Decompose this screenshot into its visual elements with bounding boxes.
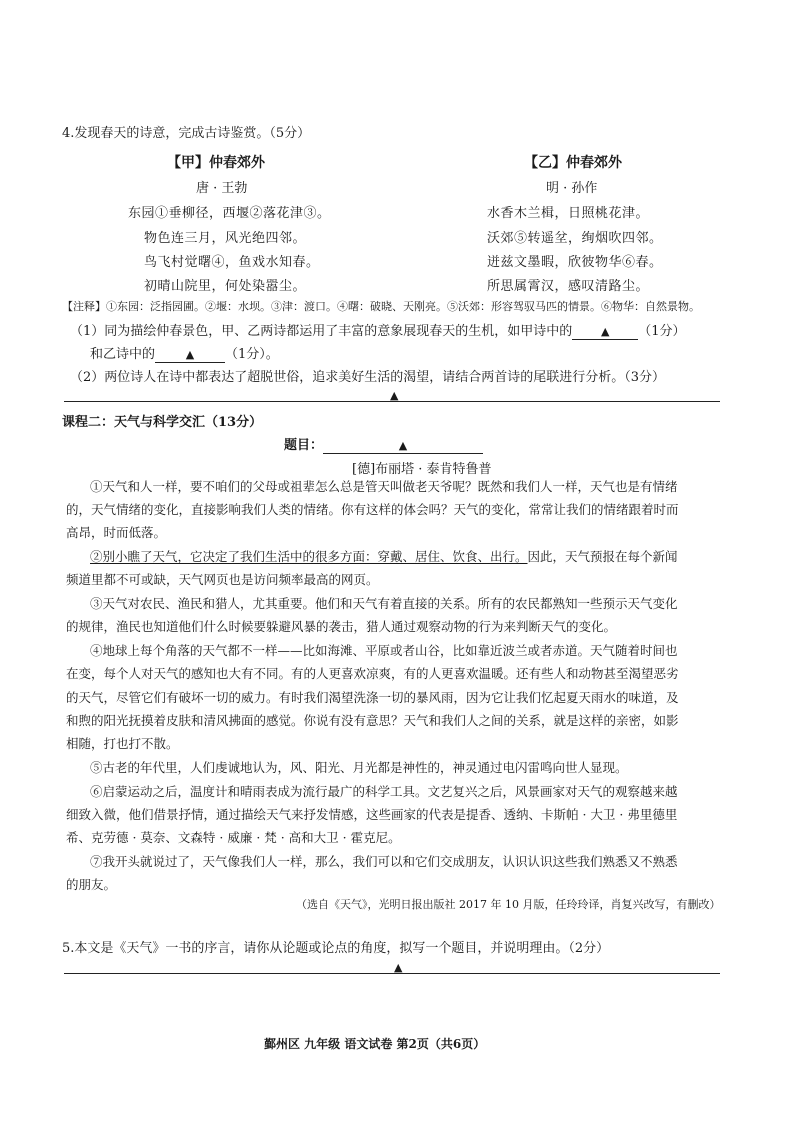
paragraph-line: 在变，每个人对天气的感知也大有不同。有的人更喜欢凉爽，有的人更喜欢温暖。还有些人和动物甚至渴望恶劣 [66,666,679,681]
poem-b-line: 水香木兰楫，日照桃花津。 [487,206,650,221]
q4-sub1-line1 [70,320,686,340]
article-author: [德]布丽塔 · 泰肯特鲁普 [352,462,492,477]
answer-blank[interactable] [155,347,225,363]
paragraph-line: 细致入微，他们借景抒情，通过描绘天气来抒发情感，这些画家的代表是提香、透纳、卡斯帕 · 大卫 · 弗里德里 [66,807,678,822]
course2-heading: 课程二：天气与科学交汇（13分） [62,415,263,430]
paragraph-line: ⑤古老的年代里，人们虔诚地认为，风、阳光、月光都是神性的，神灵通过电闪雷鸣向世人显现。 [90,760,628,775]
q4-heading: 4.发现春天的诗意，完成古诗鉴赏。（5分） [62,126,311,141]
poem-a-author: 唐 · 王勃 [196,181,248,196]
underlined-sentence: ②别小瞧了天气，它决定了我们生活中的很多方面：穿戴、居住、饮食、出行。 [90,549,528,564]
triangle-icon: ▲ [390,389,399,402]
page-footer: 鄞州区 九年级 语文试卷 第2页（共6页） [264,1037,486,1051]
q4-sub2: （2）两位诗人在诗中都表达了超脱世俗，追求美好生活的渴望，请结合两首诗的尾联进行分析。（3分） [70,370,666,385]
paragraph-line: ③天气对农民、渔民和猎人，尤其重要。他们和天气有着直接的关系。所有的农民都熟知一些预示天气变化 [90,596,678,611]
paragraph-line: ④地球上每个角落的天气都不一样——比如海滩、平原或者山谷，比如靠近波兰或者赤道。天气随着时间也 [90,643,678,658]
triangle-icon: ▲ [601,325,610,338]
poem-a-line: 鸟飞村觉曙④，鱼戏水知春。 [144,255,320,270]
triangle-icon: ▲ [185,348,195,361]
paragraph-line: 和煦的阳光抚摸着皮肤和清风拂面的感觉。你说有没有意思？天气和我们人之间的关系，就是这样的亲密，如影 [66,713,679,728]
poem-b-title: 【乙】仲春郊外 [524,155,622,171]
title-label: 题目： [284,438,324,453]
poem-a-line: 物色连三月，风光绝四邻。 [144,231,307,246]
paragraph-line: 的规律，渔民也知道他们什么时候要躲避风暴的袭击，猎人通过观察动物的行为来判断天气的变化。 [66,619,617,634]
q4-sub1-score2: （1分）。 [225,347,279,362]
poem-b-author: 明 · 孙作 [546,181,598,196]
q4-sub1-text: （1）同为描绘仲春景色，甲、乙两诗都运用了丰富的意象展现春天的生机，如甲诗中的 [70,324,573,339]
paragraph-line: ⑥启蒙运动之后，温度计和晴雨表成为流行最广的科学工具。文艺复兴之后，风景画家对天气的观察越来越 [90,784,678,799]
title-blank[interactable] [323,438,483,454]
q4-sub1-score: （1分） [638,324,686,339]
answer-line[interactable] [64,401,720,402]
paragraph-line: 的，天气情绪的变化，直接影响我们人类的情绪。你有这样的体会吗？天气的变化，常常让我们的情绪跟着时而 [66,502,679,517]
paragraph-line: 希、克劳德 · 莫奈、文森特 · 威廉 · 梵 · 高和大卫 · 霍克尼。 [66,830,401,845]
answer-blank[interactable] [572,324,638,340]
triangle-icon: ▲ [394,961,403,974]
poem-b-line: 沃郊⑤转遥坌，绚烟吹四邻。 [487,231,663,246]
poem-b-line: 迸兹文墨暇，欣彼物华⑥春。 [487,255,663,270]
poem-b-line: 所思属霄汉，感叹清路尘。 [487,279,650,294]
paragraph-line: 高昂，时而低落。 [66,525,167,540]
paragraph-line: ①天气和人一样，要不咱们的父母或祖辈怎么总是管天叫做老天爷呢？既然和我们人一样，天气也是有情绪 [90,479,678,494]
triangle-icon: ▲ [398,439,408,452]
paragraph-line [90,551,678,564]
paragraph-line: 频道里都不可或缺，天气网页也是访问频率最高的网页。 [66,572,379,587]
answer-line[interactable] [64,973,720,974]
q5-heading: 5.本文是《天气》一书的序言，请你从论题或论点的角度，拟写一个题目，并说明理由。（2分） [62,941,610,956]
poem-a-title: 【甲】仲春郊外 [167,155,265,171]
q4-sub1-line2 [90,343,279,363]
poem-a-line: 初晴山院里，何处染嚣尘。 [144,279,307,294]
paragraph-text: 因此，天气预报在每个新闻 [527,549,678,564]
source-note: （选自《天气》，光明日报出版社 2017 年 10 月版，任玲玲译，肖复兴改写，有删改） [296,898,721,911]
paragraph-line: ⑦我开头就说过了，天气像我们人一样，那么，我们可以和它们交成朋友，认识认识这些我们熟悉又不熟悉 [90,854,678,869]
q4-sub1-text2: 和乙诗中的 [90,347,156,362]
poem-notes: 【注释】①东园：泛指园圃。②堰：水坝。③津：渡口。④曙：破晓、天刚亮。⑤沃郊：形容驾驭马匹的情景。⑥物华：自然景物。 [62,300,700,313]
title-field[interactable] [284,434,483,454]
paragraph-line: 的天气，尽管它们有破坏一切的威力。有时我们渴望洗涤一切的暴风雨，因为它让我们忆起夏天雨水的味道，及 [66,690,679,705]
paragraph-line: 的朋友。 [66,877,117,892]
poem-a-line: 东园①垂柳径，西堰②落花津③。 [128,206,331,221]
paragraph-line: 相随，打也打不散。 [66,736,179,751]
